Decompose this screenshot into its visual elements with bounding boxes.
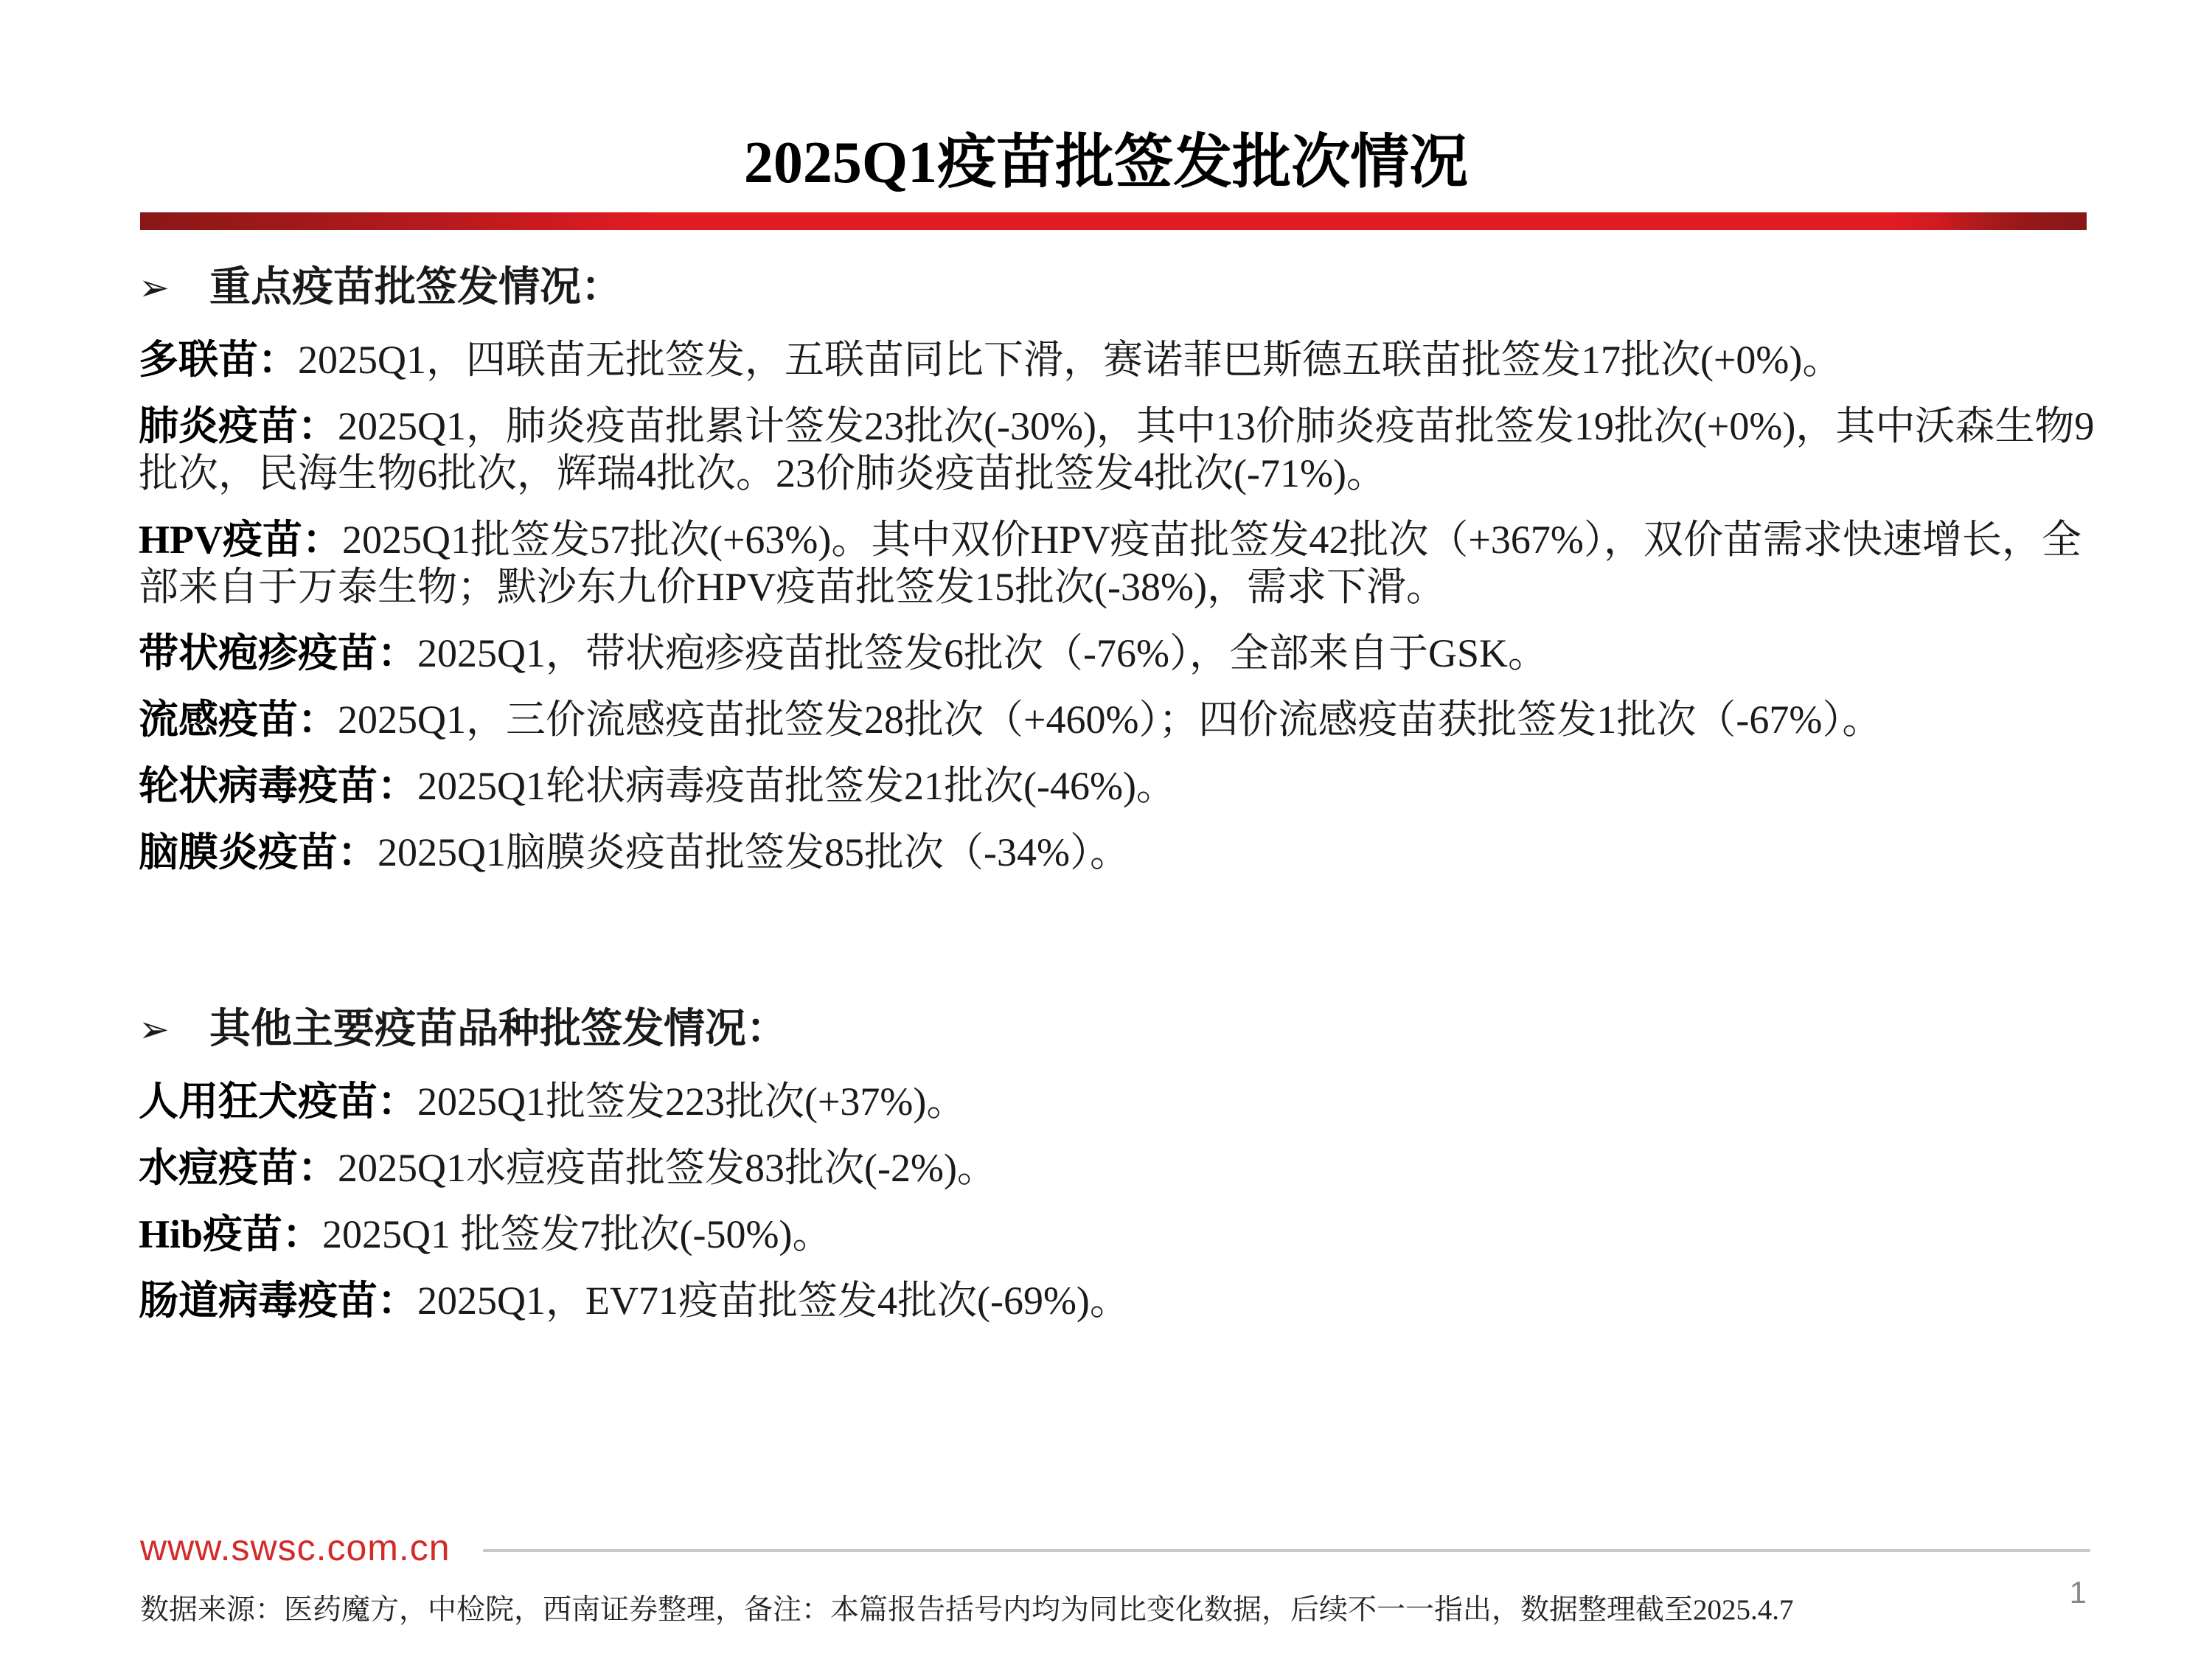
item-label: 肠道病毒疫苗： xyxy=(139,1279,417,1323)
footer-source-note: 数据来源：医药魔方，中检院，西南证券整理，备注：本篇报告括号内均为同比变化数据，后续不一一指出，数据整理截至2025.4.7 xyxy=(140,1594,1794,1626)
list-item xyxy=(139,1078,2100,1125)
section-heading-key-vaccines xyxy=(139,258,2100,317)
section-heading-text: 重点疫苗批签发情况： xyxy=(209,265,622,310)
item-text: 2025Q1轮状病毒疫苗批签发21批次(-46%)。 xyxy=(417,764,1176,808)
slide-content xyxy=(139,258,2100,1324)
list-item xyxy=(139,696,2100,743)
footer-website-link[interactable]: www.swsc.com.cn xyxy=(140,1527,451,1568)
item-label: HPV疫苗： xyxy=(139,518,342,562)
list-item xyxy=(139,829,2100,876)
item-text: 2025Q1，四联苗无批签发，五联苗同比下滑，赛诺菲巴斯德五联苗批签发17批次(+0%)。 xyxy=(298,338,1843,382)
list-item xyxy=(139,1211,2100,1258)
title-underline-bar xyxy=(140,212,2087,230)
footer-divider xyxy=(483,1549,2090,1552)
item-label: 人用狂犬疫苗： xyxy=(139,1079,417,1124)
item-label: 流感疫苗： xyxy=(139,698,338,742)
list-item xyxy=(139,630,2100,677)
item-text: 2025Q1 批签发7批次(-50%)。 xyxy=(322,1212,832,1256)
list-item xyxy=(139,1277,2100,1324)
list-item xyxy=(139,336,2100,383)
list-item xyxy=(139,1144,2100,1192)
item-label: 带状疱疹疫苗： xyxy=(139,631,417,675)
section-spacer xyxy=(139,876,2100,1000)
item-label: 轮状病毒疫苗： xyxy=(139,764,417,808)
section-heading-other-vaccines xyxy=(139,1000,2100,1059)
title-bar-shade-left xyxy=(140,212,656,230)
section-heading-text: 其他主要疫苗品种批签发情况： xyxy=(209,1006,787,1052)
page-number: 1 xyxy=(2069,1575,2087,1610)
item-label: 水痘疫苗： xyxy=(139,1146,338,1190)
item-text: 2025Q1，带状疱疹疫苗批签发6批次（-76%），全部来自于GSK。 xyxy=(417,631,1548,675)
item-label: Hib疫苗： xyxy=(139,1212,323,1256)
list-item xyxy=(139,516,2100,611)
list-item xyxy=(139,762,2100,810)
item-text: 2025Q1，三价流感疫苗批签发28批次（+460%）；四价流感疫苗获批签发1批次（-67%）。 xyxy=(338,698,1882,742)
slide-title: 2025Q1疫苗批签发批次情况 xyxy=(743,131,1469,195)
item-text: 2025Q1脑膜炎疫苗批签发85批次（-34%）。 xyxy=(378,830,1130,874)
item-text: 2025Q1批签发223批次(+37%)。 xyxy=(417,1079,967,1124)
item-label: 肺炎疫苗： xyxy=(139,404,338,448)
title-bar-shade-right xyxy=(1939,212,2087,230)
item-label: 多联苗： xyxy=(139,338,298,382)
item-text: 2025Q1，EV71疫苗批签发4批次(-69%)。 xyxy=(417,1279,1130,1323)
item-text: 2025Q1批签发57批次(+63%)。其中双价HPV疫苗批签发42批次（+367%），双价苗需求快速增长，全部来自于万泰生物；默沙东九价HPV疫苗批签发15批次(-38%)，需求下滑。 xyxy=(139,518,2081,609)
item-text: 2025Q1水痘疫苗批签发83批次(-2%)。 xyxy=(338,1146,997,1190)
arrow-bullet-icon: ➢ xyxy=(139,266,170,309)
item-text: 2025Q1，肺炎疫苗批累计签发23批次(-30%)，其中13价肺炎疫苗批签发19批次(+0%)，其中沃森生物9批次，民海生物6批次，辉瑞4批次。23价肺炎疫苗批签发4批次(-71%)。 xyxy=(139,404,2095,495)
arrow-bullet-icon: ➢ xyxy=(139,1008,170,1051)
list-item xyxy=(139,403,2100,497)
item-label: 脑膜炎疫苗： xyxy=(139,830,378,874)
